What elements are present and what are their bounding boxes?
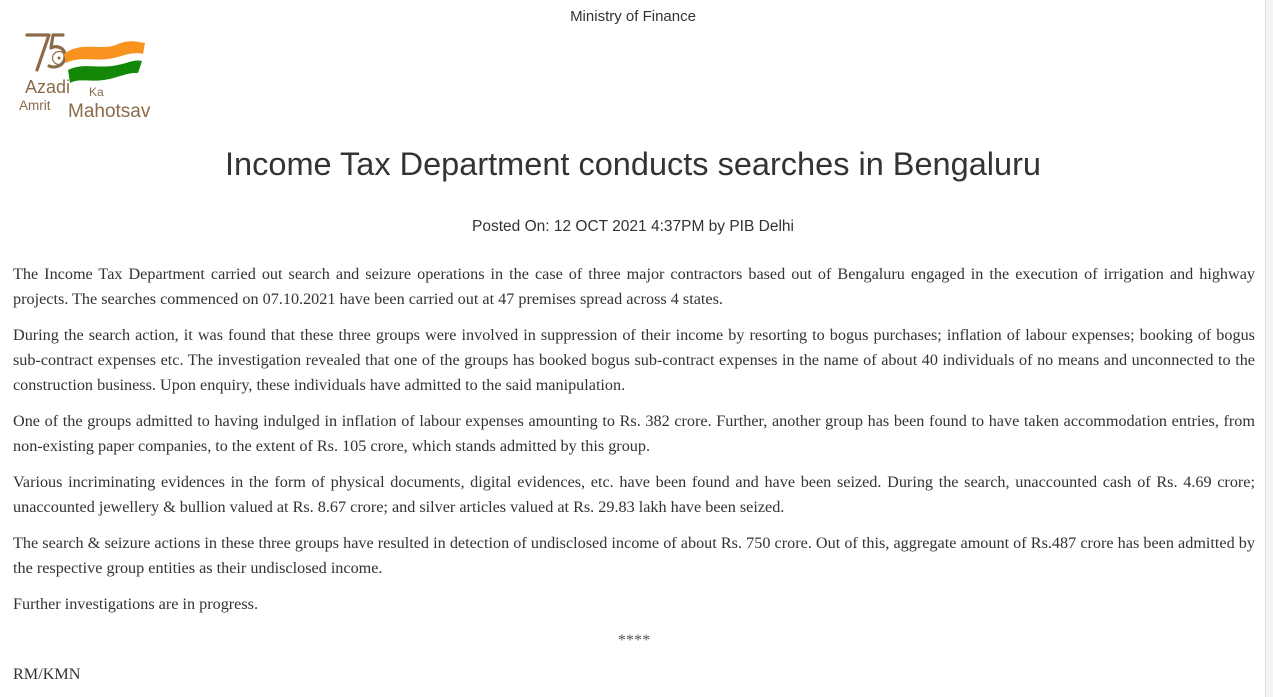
article-paragraph: The Income Tax Department carried out search and seizure operations in the case of three major contractors based out of Bengaluru engaged in the execution of irrigation and highway projects. The searches commenced on 07.10.2021 have been carried out at 47 premises spread across 4 states.	[13, 265, 1255, 308]
article-paragraph: During the search action, it was found that these three groups were involved in suppression of their income by resorting to bogus purchases; inflation of labour expenses; booking of bogus sub-contract expenses etc. The investigation revealed that one of the groups has booked bogus sub-contract expenses in the name of about 40 individuals of no means and unconnected to the construction business. Upon enquiry, these individuals have admitted to the said manipulation.	[13, 326, 1255, 394]
logo-text-amrit: Amrit	[19, 98, 51, 113]
article-paragraph: Various incriminating evidences in the form of physical documents, digital evidences, etc. have been found and have been seized. During the search, unaccounted cash of Rs. 4.69 crore; unaccounted jewellery & bullion valued at Rs. 8.67 crore; and silver articles valued at Rs. 29.83 lakh have been seized.	[13, 473, 1255, 516]
logo-text-ka: Ka	[89, 85, 104, 99]
posted-on: Posted On: 12 OCT 2021 4:37PM by PIB Delhi	[472, 218, 794, 235]
separator: ****	[617, 631, 651, 649]
article-paragraph: The search & seizure actions in these three groups have resulted in detection of undisclosed income of about Rs. 750 crore. Out of this, aggregate amount of Rs.487 crore has been admitted by the respective group entities as their undisclosed income.	[13, 534, 1255, 577]
azadi-logo-icon	[18, 30, 183, 122]
azadi-ka-amrit-mahotsav-logo	[18, 30, 183, 122]
article-body	[13, 262, 1255, 663]
page-title: Income Tax Department conducts searches in Bengaluru	[225, 146, 1041, 182]
signature: RM/KMN	[13, 665, 81, 683]
ministry-name: Ministry of Finance	[570, 8, 696, 25]
logo-text-mahotsav: Mahotsav	[68, 101, 151, 122]
vertical-scrollbar[interactable]	[1265, 0, 1273, 697]
article-paragraph: Further investigations are in progress.	[13, 595, 259, 613]
article-paragraph: One of the groups admitted to having indulged in inflation of labour expenses amounting to Rs. 382 crore. Further, another group has been found to have taken accommodation entries, from non-existing paper companies, to the extent of Rs. 105 crore, which stands admitted by this group.	[13, 412, 1255, 455]
logo-text-azadi: Azadi	[25, 77, 71, 97]
